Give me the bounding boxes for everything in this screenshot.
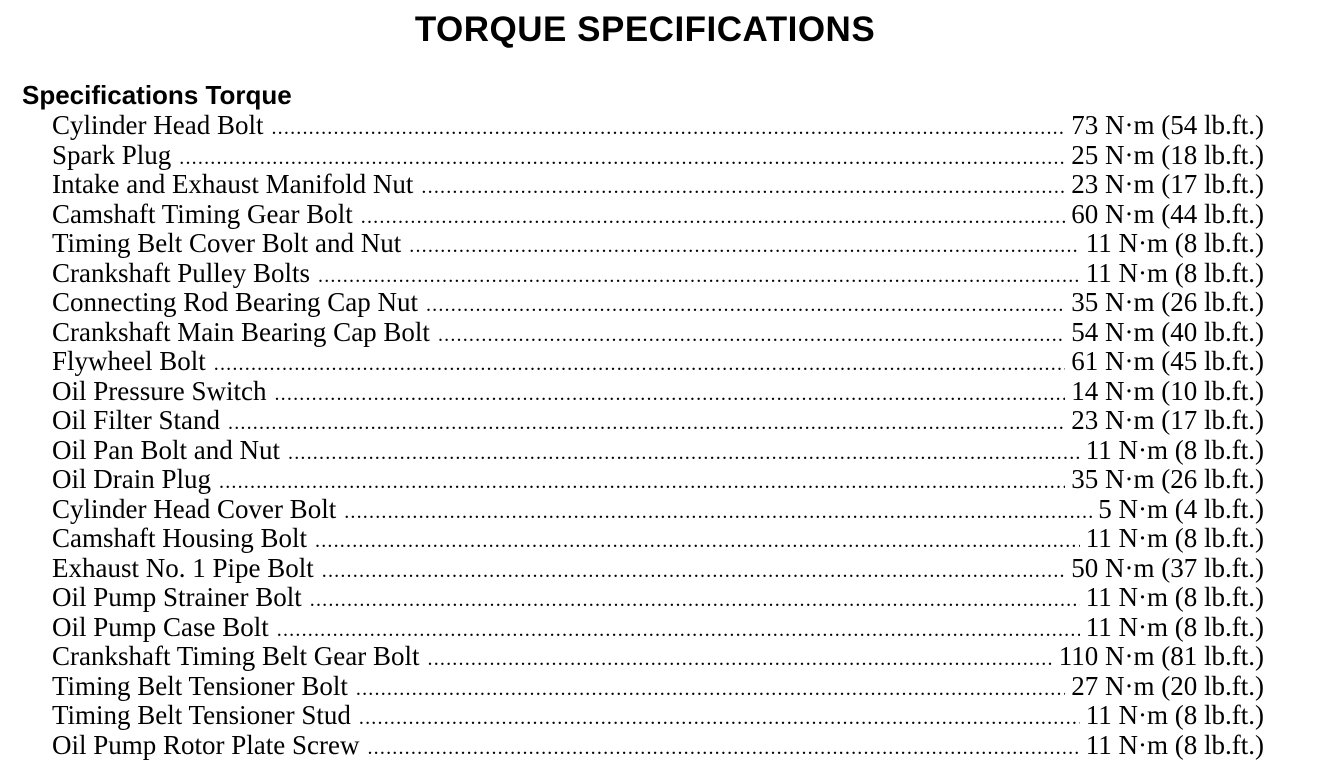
spec-name: Crankshaft Timing Belt Gear Bolt xyxy=(52,641,420,671)
dot-leader xyxy=(428,645,1053,675)
spec-row xyxy=(52,436,1264,466)
spec-value: 14 N·m (10 lb.ft.) xyxy=(1071,375,1264,406)
dot-leader xyxy=(356,675,1065,705)
spec-value: 35 N·m (26 lb.ft.) xyxy=(1071,464,1264,494)
spec-name: Connecting Rod Bearing Cap Nut xyxy=(52,287,418,317)
spec-name: Oil Pump Strainer Bolt xyxy=(52,582,302,612)
spec-value: 11 N·m (8 lb.ft.) xyxy=(1085,611,1264,642)
dot-leader xyxy=(214,350,1066,380)
spec-row xyxy=(52,229,1264,259)
torque-spec-list xyxy=(52,111,1264,760)
dot-leader xyxy=(322,557,1066,587)
spec-name: Spark Plug xyxy=(52,139,172,170)
spec-row xyxy=(52,377,1264,407)
spec-name: Oil Filter Stand xyxy=(52,405,220,435)
spec-name: Flywheel Bolt xyxy=(52,346,206,376)
spec-name: Oil Drain Plug xyxy=(52,464,211,494)
spec-name: Oil Pump Rotor Plate Screw xyxy=(52,729,360,760)
dot-leader xyxy=(219,468,1065,498)
spec-name: Timing Belt Cover Bolt and Nut xyxy=(52,228,402,258)
spec-name: Timing Belt Tensioner Bolt xyxy=(52,670,348,701)
spec-value: 60 N·m (44 lb.ft.) xyxy=(1071,198,1264,229)
dot-leader xyxy=(421,173,1065,203)
spec-value: 23 N·m (17 lb.ft.) xyxy=(1071,405,1264,435)
dot-leader xyxy=(274,380,1065,410)
dot-leader xyxy=(359,704,1080,734)
dot-leader xyxy=(409,232,1080,262)
spec-row xyxy=(52,141,1264,171)
spec-row xyxy=(52,701,1264,731)
spec-value: 11 N·m (8 lb.ft.) xyxy=(1085,434,1264,465)
spec-name: Oil Pump Case Bolt xyxy=(52,611,269,642)
spec-value: 11 N·m (8 lb.ft.) xyxy=(1085,257,1264,288)
spec-value: 11 N·m (8 lb.ft.) xyxy=(1085,228,1264,258)
spec-row xyxy=(52,731,1264,761)
spec-value: 27 N·m (20 lb.ft.) xyxy=(1071,670,1264,701)
dot-leader xyxy=(367,734,1079,764)
spec-value: 110 N·m (81 lb.ft.) xyxy=(1058,641,1264,671)
spec-value: 11 N·m (8 lb.ft.) xyxy=(1085,582,1264,612)
spec-row xyxy=(52,318,1264,348)
spec-value: 11 N·m (8 lb.ft.) xyxy=(1085,729,1264,760)
spec-name: Camshaft Housing Bolt xyxy=(52,523,307,553)
spec-row xyxy=(52,170,1264,200)
spec-row xyxy=(52,288,1264,318)
spec-value: 61 N·m (45 lb.ft.) xyxy=(1071,346,1264,376)
spec-name: Camshaft Timing Gear Bolt xyxy=(52,198,353,229)
spec-value: 5 N·m (4 lb.ft.) xyxy=(1098,493,1264,524)
spec-name: Intake and Exhaust Manifold Nut xyxy=(52,169,414,199)
dot-leader xyxy=(288,439,1080,469)
dot-leader xyxy=(228,409,1065,439)
spec-name: Crankshaft Main Bearing Cap Bolt xyxy=(52,316,430,347)
spec-name: Oil Pan Bolt and Nut xyxy=(52,434,280,465)
spec-row xyxy=(52,347,1264,377)
spec-row xyxy=(52,200,1264,230)
spec-row xyxy=(52,259,1264,289)
dot-leader xyxy=(361,203,1066,233)
spec-value: 50 N·m (37 lb.ft.) xyxy=(1071,552,1264,583)
spec-row xyxy=(52,583,1264,613)
dot-leader xyxy=(438,321,1065,351)
spec-row xyxy=(52,524,1264,554)
spec-value: 25 N·m (18 lb.ft.) xyxy=(1071,139,1264,170)
spec-value: 11 N·m (8 lb.ft.) xyxy=(1085,700,1264,730)
dot-leader xyxy=(426,291,1065,321)
spec-value: 73 N·m (54 lb.ft.) xyxy=(1071,110,1264,140)
spec-name: Oil Pressure Switch xyxy=(52,375,267,406)
spec-row xyxy=(52,465,1264,495)
dot-leader xyxy=(344,498,1092,528)
section-heading: Specifications Torque xyxy=(22,80,292,110)
dot-leader xyxy=(318,262,1080,292)
spec-row xyxy=(52,613,1264,643)
spec-value: 54 N·m (40 lb.ft.) xyxy=(1071,316,1264,347)
spec-value: 23 N·m (17 lb.ft.) xyxy=(1071,169,1264,199)
spec-name: Exhaust No. 1 Pipe Bolt xyxy=(52,552,314,583)
spec-name: Cylinder Head Bolt xyxy=(52,110,264,140)
dot-leader xyxy=(271,114,1065,144)
spec-row xyxy=(52,495,1264,525)
spec-row xyxy=(52,672,1264,702)
spec-row xyxy=(52,406,1264,436)
dot-leader xyxy=(310,586,1080,616)
spec-value: 11 N·m (8 lb.ft.) xyxy=(1085,523,1264,553)
page-title: TORQUE SPECIFICATIONS xyxy=(414,10,876,49)
spec-name: Timing Belt Tensioner Stud xyxy=(52,700,351,730)
spec-row xyxy=(52,111,1264,141)
dot-leader xyxy=(315,527,1080,557)
spec-name: Crankshaft Pulley Bolts xyxy=(52,257,310,288)
spec-row xyxy=(52,642,1264,672)
spec-name: Cylinder Head Cover Bolt xyxy=(52,493,337,524)
spec-value: 35 N·m (26 lb.ft.) xyxy=(1071,287,1264,317)
spec-row xyxy=(52,554,1264,584)
